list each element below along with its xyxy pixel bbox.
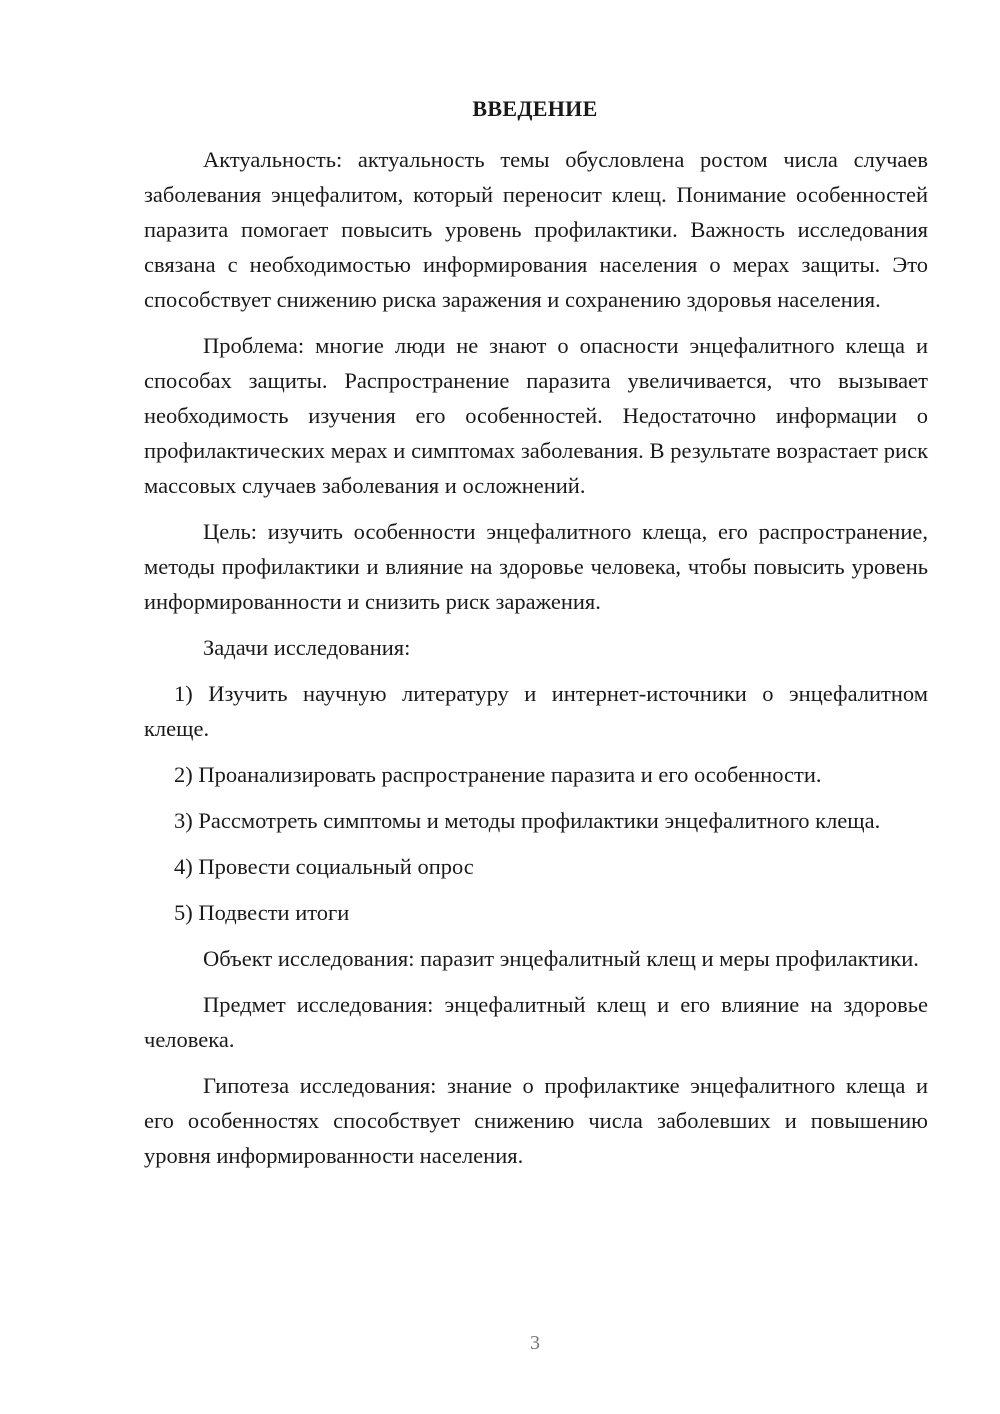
- list-item-task-3: 3) Рассмотреть симптомы и методы профилактики энцефалитного клеща.: [174, 808, 881, 833]
- paragraph-hypothesis: Гипотеза исследования: знание о профилактике энцефалитного клеща и его особенностях способствует снижению числа заболевших и повышению уровня информированности населения.: [144, 1073, 928, 1168]
- paragraph-relevance: Актуальность: актуальность темы обусловлена ростом числа случаев заболевания энцефалитом, который переносит клещ. Понимание особенностей паразита помогает повысить уровень профилактики. Важность исследования связана с необходимостью информирования населения о мерах защиты. Это способствует снижению риска заражения и сохранению здоровья населения.: [144, 147, 928, 312]
- paragraph-problem: Проблема: многие люди не знают о опасности энцефалитного клеща и способах защиты. Распространение паразита увеличивается, что вызывает необходимость изучения его особенностей. Недостаточно информации о профилактических мерах и симптомах заболевания. В результате возрастает риск массовых случаев заболевания и осложнений.: [144, 333, 928, 498]
- paragraph-object: Объект исследования: паразит энцефалитный клещ и меры профилактики.: [203, 946, 919, 971]
- paragraph-subject: Предмет исследования: энцефалитный клещ и его влияние на здоровье человека.: [144, 992, 928, 1052]
- page-title: ВВЕДЕНИЕ: [472, 96, 598, 121]
- list-item-task-2: 2) Проанализировать распространение паразита и его особенности.: [174, 762, 822, 787]
- list-item-task-1: 1) Изучить научную литературу и интернет-источники о энцефалитном клеще.: [144, 681, 928, 741]
- body-text: [144, 142, 928, 1184]
- list-item-task-4: 4) Провести социальный опрос: [174, 854, 474, 879]
- paragraph-goal: Цель: изучить особенности энцефалитного клеща, его распространение, методы профилактики и влияние на здоровье человека, чтобы повысить уровень информированности и снизить риск заражения.: [144, 519, 928, 614]
- paragraph-tasks-heading: Задачи исследования:: [203, 635, 411, 660]
- page-number: 3: [530, 1332, 540, 1354]
- list-item-task-5: 5) Подвести итоги: [174, 900, 350, 925]
